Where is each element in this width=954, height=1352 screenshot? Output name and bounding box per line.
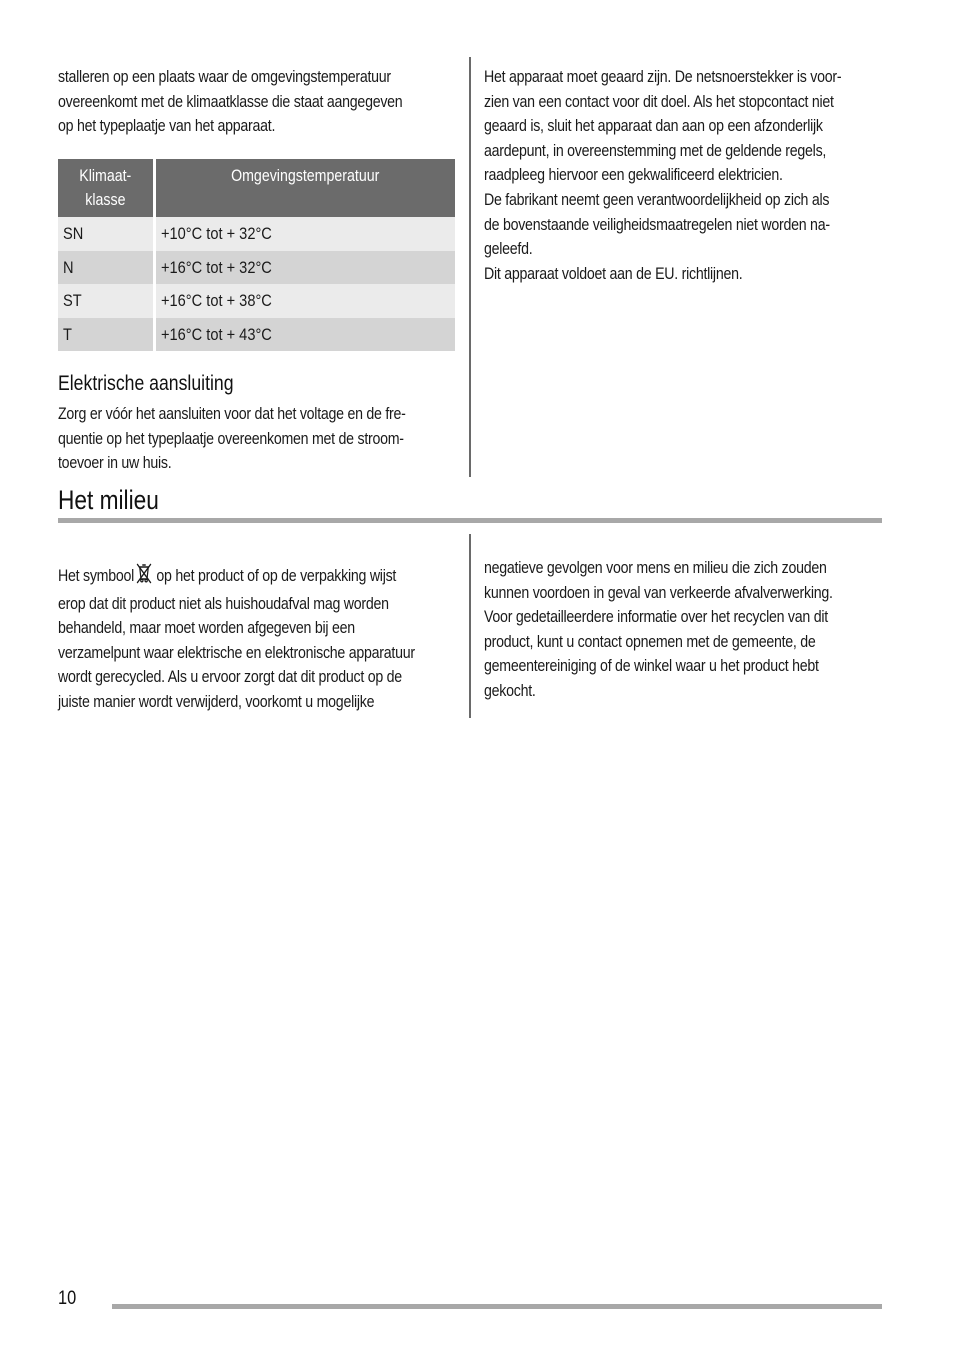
- table-header-temperature: [156, 159, 455, 217]
- header-text: klasse: [85, 191, 126, 209]
- crossed-out-wheelie-bin-icon: [136, 562, 153, 592]
- header-text: Omgevingstemperatuur: [231, 167, 380, 185]
- text-line: verzamelpunt waar elektrische en elektronische apparatuur: [58, 643, 415, 662]
- footer-rule: [112, 1304, 882, 1309]
- text-line: toevoer in uw huis.: [58, 454, 172, 473]
- text-line: gekocht.: [484, 681, 536, 700]
- text-line: aardepunt, in overeenstemming met de geldende regels,: [484, 141, 827, 160]
- text-line: wordt gerecycled. Als u ervoor zorgt dat dit product op de: [58, 668, 402, 687]
- text-line: negatieve gevolgen voor mens en milieu die zich zouden: [484, 559, 827, 577]
- table-cell-temp: +16°C tot + 32°C: [156, 251, 455, 285]
- text-line: quentie op het typeplaatje overeenkomen met de stroom-: [58, 429, 404, 448]
- table-cell-klasse: N: [58, 251, 153, 285]
- text-line: gemeentereiniging of de winkel waar u het product hebt: [484, 657, 819, 676]
- table-row: [58, 217, 455, 251]
- header-text: Klimaat-: [79, 167, 132, 185]
- table-header-row: [58, 159, 455, 217]
- text-line: De fabrikant neemt geen verantwoordelijkheid op zich als: [484, 190, 830, 209]
- text-line: juiste manier wordt verwijderd, voorkomt u mogelijke: [58, 692, 375, 711]
- text-fragment: Het symbool: [58, 567, 135, 585]
- text-line: Voor gedetailleerdere informatie over het recyclen van dit: [484, 608, 828, 627]
- text-line: behandeld, maar moet worden afgegeven bij een: [58, 619, 355, 638]
- electrical-heading: Elektrische aansluiting: [58, 372, 234, 395]
- text-line: overeenkomt met de klimaatklasse die staat aangegeven: [58, 92, 403, 111]
- column-divider: [469, 534, 471, 718]
- text-line: product, kunt u contact opnemen met de gemeente, de: [484, 632, 816, 651]
- table-row: [58, 251, 455, 285]
- text-line: [58, 562, 415, 592]
- text-line: Dit apparaat voldoet aan de EU. richtlijnen.: [484, 264, 743, 283]
- text-line: geleefd.: [484, 240, 533, 259]
- environment-paragraph-right: [484, 556, 833, 704]
- text-line: Zorg er vóór het aansluiten voor dat het voltage en de fre-: [58, 405, 406, 423]
- text-line: de bovenstaande veiligheidsmaatregelen niet worden na-: [484, 215, 830, 234]
- page-number: 10: [58, 1288, 77, 1309]
- text-line: zien van een contact voor dit doel. Als het stopcontact niet: [484, 92, 834, 111]
- text-line: Het apparaat moet geaard zijn. De netsnoerstekker is voor-: [484, 68, 842, 86]
- text-line: raadpleeg hiervoor een gekwalificeerd elektricien.: [484, 166, 783, 185]
- electrical-paragraph: [58, 402, 406, 476]
- environment-paragraph-left: [58, 562, 415, 715]
- intro-paragraph: [58, 65, 402, 139]
- table-cell-temp: +10°C tot + 32°C: [156, 217, 455, 251]
- section-title: Het milieu: [58, 485, 159, 515]
- table-cell-temp: +16°C tot + 43°C: [156, 318, 455, 352]
- column-divider: [469, 57, 471, 477]
- text-fragment: op het product of op de verpakking wijst: [156, 567, 397, 585]
- text-line: kunnen voordoen in geval van verkeerde afvalverwerking.: [484, 583, 833, 602]
- table-row: [58, 284, 455, 318]
- table-cell-klasse: T: [58, 318, 153, 352]
- table-cell-temp: +16°C tot + 38°C: [156, 284, 455, 318]
- table-row: [58, 318, 455, 352]
- grounding-paragraph: [484, 65, 841, 286]
- text-line: op het typeplaatje van het apparaat.: [58, 117, 276, 136]
- table-cell-klasse: SN: [58, 217, 153, 251]
- table-cell-klasse: ST: [58, 284, 153, 318]
- text-line: stalleren op een plaats waar de omgevingstemperatuur: [58, 68, 391, 86]
- text-line: geaard is, sluit het apparaat dan aan op een afzonderlijk: [484, 117, 823, 136]
- section-divider: [58, 518, 882, 523]
- table-header-klasse: [58, 159, 153, 217]
- climate-class-table: [58, 159, 455, 351]
- text-line: erop dat dit product niet als huishoudafval mag worden: [58, 594, 389, 613]
